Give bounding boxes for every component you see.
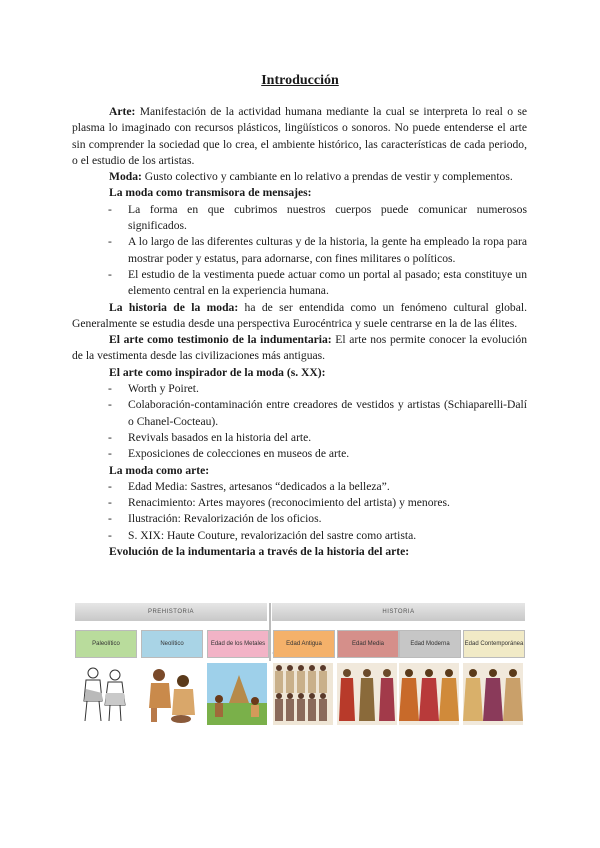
- paragraph-arte: [72, 104, 527, 169]
- definition-arte: Manifestación de la actividad humana mediante la cual se interpreta lo real o se plasma lo imaginado con recursos plásticos, lingüísticos o sonoros. No puede entenderse el arte sin comprender la sociedad que lo crea, el ambiente histórico, las características de cada periodo, o el estudio de los artistas.: [72, 105, 527, 167]
- list-item: - Worth y Poiret.: [128, 381, 527, 397]
- term-moda: Moda:: [109, 170, 142, 184]
- period-paleolitico: Paleolítico: [75, 630, 137, 658]
- period-media: Edad Media: [337, 630, 399, 658]
- illustration-neolitico: [141, 663, 201, 725]
- heading-comoarte: La moda como arte:: [109, 463, 210, 477]
- definition-testimonio: El arte nos permite conocer la evolución de la vestimenta desde las civilizaciones más antiguas.: [72, 333, 527, 363]
- timeline-figure: [75, 603, 525, 728]
- term-testimonio: El arte como testimonio de la indumentaria:: [109, 333, 332, 347]
- paragraph-moda: [72, 169, 527, 185]
- list-inspirador: [72, 381, 527, 462]
- list-item: - Renacimiento: Artes mayores (reconocimiento del artista) y menores.: [128, 495, 527, 511]
- list-transmisora: [72, 202, 527, 300]
- era-prehistoria: PREHISTORIA: [75, 603, 267, 621]
- era-divider: [269, 603, 271, 661]
- list-item: - Ilustración: Revalorización de los oficios.: [128, 511, 527, 527]
- definition-historia: ha de ser entendida como un fenómeno cultural global. Generalmente se estudia desde una perspectiva Eurocéntrica y suele centrarse en la de las élites.: [72, 300, 527, 330]
- heading-evolucion: Evolución de la indumentaria a través de la historia del arte:: [109, 545, 410, 559]
- list-comoarte: [72, 479, 527, 544]
- list-item: - S. XIX: Haute Couture, revalorización del sastre como artista.: [128, 528, 527, 544]
- period-metales: Edad de los Metales: [207, 630, 269, 658]
- list-item: - La forma en que cubrimos nuestros cuerpos puede comunicar numerosos significados.: [128, 202, 527, 235]
- list-item: - Edad Media: Sastres, artesanos “dedicados a la belleza”.: [128, 479, 527, 495]
- period-moderna: Edad Moderna: [399, 630, 461, 658]
- document-body: [72, 104, 527, 560]
- illustration-moderna: [399, 663, 459, 725]
- definition-moda: Gusto colectivo y cambiante en lo relativo a prendas de vestir y complementos.: [141, 170, 513, 184]
- heading-inspirador: El arte como inspirador de la moda (s. XX):: [109, 365, 326, 379]
- illustration-contemporanea: [463, 663, 523, 725]
- list-item: - A lo largo de las diferentes culturas y de la historia, la gente ha empleado la ropa para mostrar poder y estatus, para adornarse, con fines militares o políticos.: [128, 234, 527, 267]
- illustration-antigua: [273, 663, 333, 725]
- list-item: - Colaboración-contaminación entre creadores de vestidos y artistas (Schiaparelli-Dalí o Chanel-Cocteau).: [128, 397, 527, 430]
- list-item: - El estudio de la vestimenta puede actuar como un portal al pasado; esta constituye un elemento central en la experiencia humana.: [128, 267, 527, 300]
- period-neolitico: Neolítico: [141, 630, 203, 658]
- illustration-paleolitico: [75, 663, 135, 725]
- illustration-metales: [207, 663, 267, 725]
- term-historia: La historia de la moda:: [109, 300, 239, 314]
- era-historia: HISTORIA: [272, 603, 525, 621]
- period-antigua: Edad Antigua: [273, 630, 335, 658]
- paragraph-testimonio: [72, 332, 527, 365]
- paragraph-historia: [72, 300, 527, 333]
- list-item: - Exposiciones de colecciones en museos de arte.: [128, 446, 527, 462]
- list-item: - Revivals basados en la historia del arte.: [128, 430, 527, 446]
- period-contemporanea: Edad Contemporánea: [463, 630, 525, 658]
- term-arte: Arte:: [109, 105, 136, 118]
- heading-transmisora: La moda como transmisora de mensajes:: [109, 186, 312, 200]
- illustration-media: [337, 663, 397, 725]
- page-title: Introducción: [261, 73, 339, 88]
